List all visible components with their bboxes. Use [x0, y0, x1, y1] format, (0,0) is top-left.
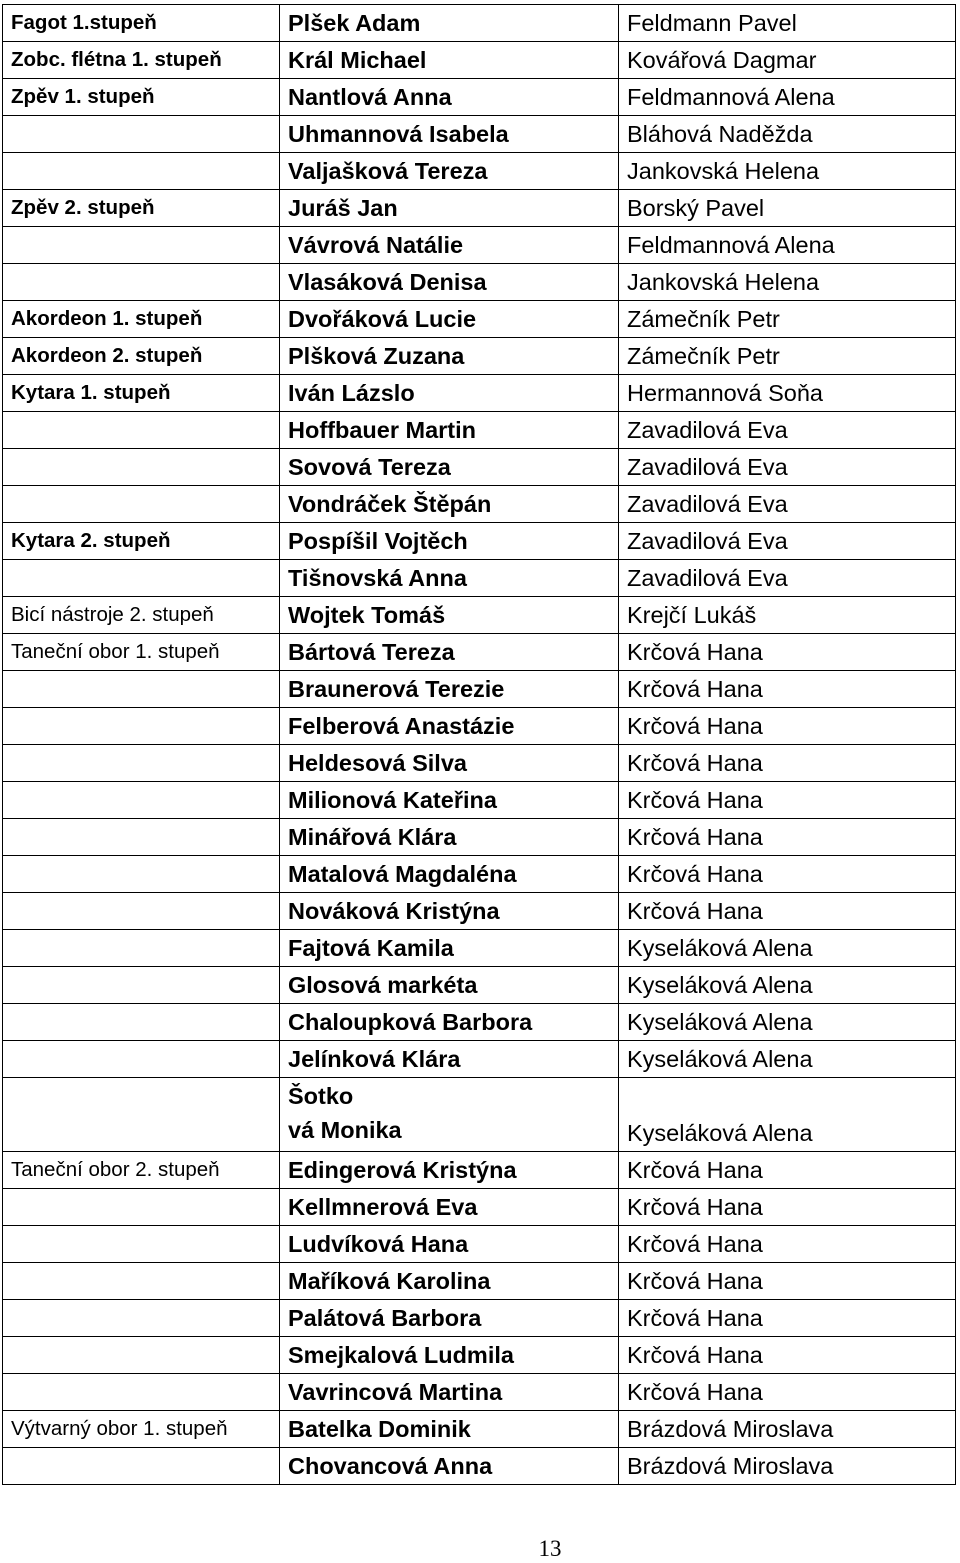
subject-cell: Zpěv 2. stupeň — [3, 190, 280, 227]
table-row — [3, 5, 956, 42]
student-cell: Hoffbauer Martin — [280, 412, 619, 449]
subject-cell — [3, 449, 280, 486]
subject-cell — [3, 116, 280, 153]
table-row — [3, 708, 956, 745]
teacher-cell: Jankovská Helena — [619, 153, 956, 190]
student-cell: Ludvíková Hana — [280, 1226, 619, 1263]
student-cell: Nováková Kristýna — [280, 893, 619, 930]
student-cell: Palátová Barbora — [280, 1300, 619, 1337]
student-cell: Král Michael — [280, 42, 619, 79]
teacher-cell: Feldmann Pavel — [619, 5, 956, 42]
table-row — [3, 1041, 956, 1078]
student-cell: Fajtová Kamila — [280, 930, 619, 967]
student-cell: Chaloupková Barbora — [280, 1004, 619, 1041]
teacher-cell: Krčová Hana — [619, 1337, 956, 1374]
student-cell: Kellmnerová Eva — [280, 1189, 619, 1226]
student-cell: Vavrincová Martina — [280, 1374, 619, 1411]
student-cell: Jelínková Klára — [280, 1041, 619, 1078]
subject-cell — [3, 1263, 280, 1300]
subject-cell: Zpěv 1. stupeň — [3, 79, 280, 116]
subject-cell — [3, 264, 280, 301]
student-cell: Plšek Adam — [280, 5, 619, 42]
student-cell: Valjašková Tereza — [280, 153, 619, 190]
teacher-cell: Zavadilová Eva — [619, 449, 956, 486]
table-row — [3, 1004, 956, 1041]
teacher-cell: Krčová Hana — [619, 782, 956, 819]
teacher-cell: Zámečník Petr — [619, 301, 956, 338]
student-cell: Uhmannová Isabela — [280, 116, 619, 153]
teacher-cell: Feldmannová Alena — [619, 227, 956, 264]
table-row — [3, 1078, 956, 1152]
teacher-cell: Kyseláková Alena — [619, 967, 956, 1004]
table-row — [3, 930, 956, 967]
table-row — [3, 79, 956, 116]
student-cell: Bártová Tereza — [280, 634, 619, 671]
subject-cell — [3, 930, 280, 967]
student-cell: Smejkalová Ludmila — [280, 1337, 619, 1374]
subject-cell — [3, 819, 280, 856]
subject-cell: Taneční obor 1. stupeň — [3, 634, 280, 671]
table-row — [3, 893, 956, 930]
table-row — [3, 671, 956, 708]
table-row — [3, 1374, 956, 1411]
subject-cell: Kytara 1. stupeň — [3, 375, 280, 412]
teacher-cell: Zavadilová Eva — [619, 412, 956, 449]
subject-cell: Akordeon 1. stupeň — [3, 301, 280, 338]
table-row — [3, 523, 956, 560]
table-row — [3, 1152, 956, 1189]
student-cell: Heldesová Silva — [280, 745, 619, 782]
table-row — [3, 967, 956, 1004]
student-cell: Tišnovská Anna — [280, 560, 619, 597]
table-row — [3, 190, 956, 227]
student-cell: Felberová Anastázie — [280, 708, 619, 745]
student-cell: Vondráček Štěpán — [280, 486, 619, 523]
student-cell: Braunerová Terezie — [280, 671, 619, 708]
subject-cell — [3, 1078, 280, 1152]
subject-cell — [3, 1337, 280, 1374]
table-row — [3, 856, 956, 893]
subject-cell — [3, 1189, 280, 1226]
student-cell — [280, 1078, 619, 1152]
subject-cell — [3, 1041, 280, 1078]
subject-cell — [3, 671, 280, 708]
subject-cell — [3, 1004, 280, 1041]
student-cell: Edingerová Kristýna — [280, 1152, 619, 1189]
subject-cell — [3, 893, 280, 930]
table-row — [3, 116, 956, 153]
student-name-line: Šotko — [288, 1083, 354, 1109]
subject-cell — [3, 745, 280, 782]
student-cell: Wojtek Tomáš — [280, 597, 619, 634]
teacher-cell: Jankovská Helena — [619, 264, 956, 301]
teacher-cell: Krejčí Lukáš — [619, 597, 956, 634]
table-row — [3, 634, 956, 671]
student-table — [2, 4, 956, 1485]
subject-cell: Taneční obor 2. stupeň — [3, 1152, 280, 1189]
table-row — [3, 1448, 956, 1485]
table-row — [3, 1337, 956, 1374]
teacher-cell: Krčová Hana — [619, 1263, 956, 1300]
student-cell: Nantlová Anna — [280, 79, 619, 116]
teacher-cell: Krčová Hana — [619, 1189, 956, 1226]
teacher-cell: Kyseláková Alena — [619, 930, 956, 967]
student-cell: Sovová Tereza — [280, 449, 619, 486]
page-number: 13 — [538, 1536, 562, 1561]
subject-cell — [3, 153, 280, 190]
table-row — [3, 42, 956, 79]
teacher-cell: Krčová Hana — [619, 708, 956, 745]
subject-cell — [3, 782, 280, 819]
table-row — [3, 597, 956, 634]
table-row — [3, 1189, 956, 1226]
table-row — [3, 301, 956, 338]
teacher-cell: Kyseláková Alena — [619, 1041, 956, 1078]
table-row — [3, 264, 956, 301]
subject-cell: Bicí nástroje 2. stupeň — [3, 597, 280, 634]
teacher-cell: Kovářová Dagmar — [619, 42, 956, 79]
student-cell: Vlasáková Denisa — [280, 264, 619, 301]
student-cell: Batelka Dominik — [280, 1411, 619, 1448]
teacher-cell: Hermannová Soňa — [619, 375, 956, 412]
student-cell: Iván Lázslo — [280, 375, 619, 412]
table-row — [3, 153, 956, 190]
teacher-cell: Zavadilová Eva — [619, 486, 956, 523]
teacher-cell: Bláhová Naděžda — [619, 116, 956, 153]
table-row — [3, 227, 956, 264]
table-row — [3, 560, 956, 597]
subject-cell: Výtvarný obor 1. stupeň — [3, 1411, 280, 1448]
teacher-cell: Krčová Hana — [619, 634, 956, 671]
subject-cell — [3, 560, 280, 597]
teacher-cell: Zámečník Petr — [619, 338, 956, 375]
student-cell: Chovancová Anna — [280, 1448, 619, 1485]
subject-cell — [3, 1300, 280, 1337]
subject-cell: Akordeon 2. stupeň — [3, 338, 280, 375]
student-cell: Juráš Jan — [280, 190, 619, 227]
subject-cell — [3, 1226, 280, 1263]
student-cell: Pospíšil Vojtěch — [280, 523, 619, 560]
table-row — [3, 412, 956, 449]
subject-cell — [3, 856, 280, 893]
teacher-cell: Krčová Hana — [619, 1152, 956, 1189]
subject-cell — [3, 708, 280, 745]
table-row — [3, 449, 956, 486]
table-row — [3, 782, 956, 819]
student-cell: Dvořáková Lucie — [280, 301, 619, 338]
subject-cell — [3, 412, 280, 449]
teacher-cell: Brázdová Miroslava — [619, 1448, 956, 1485]
teacher-cell: Krčová Hana — [619, 1300, 956, 1337]
subject-cell — [3, 967, 280, 1004]
subject-cell: Kytara 2. stupeň — [3, 523, 280, 560]
subject-cell: Zobc. flétna 1. stupeň — [3, 42, 280, 79]
subject-cell: Fagot 1.stupeň — [3, 5, 280, 42]
teacher-cell: Kyseláková Alena — [619, 1004, 956, 1041]
teacher-cell: Zavadilová Eva — [619, 560, 956, 597]
student-cell: Plšková Zuzana — [280, 338, 619, 375]
subject-cell — [3, 1374, 280, 1411]
teacher-cell: Krčová Hana — [619, 671, 956, 708]
teacher-cell: Feldmannová Alena — [619, 79, 956, 116]
table-row — [3, 1300, 956, 1337]
table-row — [3, 1263, 956, 1300]
teacher-cell: Borský Pavel — [619, 190, 956, 227]
table-row — [3, 819, 956, 856]
table-row — [3, 486, 956, 523]
teacher-cell: Kyseláková Alena — [619, 1078, 956, 1152]
student-name-line: vá Monika — [288, 1117, 402, 1143]
subject-cell — [3, 227, 280, 264]
student-cell: Milionová Kateřina — [280, 782, 619, 819]
table-row — [3, 745, 956, 782]
teacher-cell: Krčová Hana — [619, 1226, 956, 1263]
table-row — [3, 1411, 956, 1448]
student-cell: Maříková Karolina — [280, 1263, 619, 1300]
teacher-cell: Krčová Hana — [619, 819, 956, 856]
teacher-cell: Krčová Hana — [619, 856, 956, 893]
student-table-body — [3, 5, 956, 1485]
subject-cell — [3, 486, 280, 523]
student-cell: Vávrová Natálie — [280, 227, 619, 264]
table-row — [3, 375, 956, 412]
student-cell: Minářová Klára — [280, 819, 619, 856]
teacher-cell: Krčová Hana — [619, 893, 956, 930]
teacher-cell: Brázdová Miroslava — [619, 1411, 956, 1448]
student-cell: Glosová markéta — [280, 967, 619, 1004]
subject-cell — [3, 1448, 280, 1485]
teacher-cell: Zavadilová Eva — [619, 523, 956, 560]
table-row — [3, 338, 956, 375]
table-row — [3, 1226, 956, 1263]
teacher-cell: Krčová Hana — [619, 745, 956, 782]
student-cell: Matalová Magdaléna — [280, 856, 619, 893]
teacher-cell: Krčová Hana — [619, 1374, 956, 1411]
